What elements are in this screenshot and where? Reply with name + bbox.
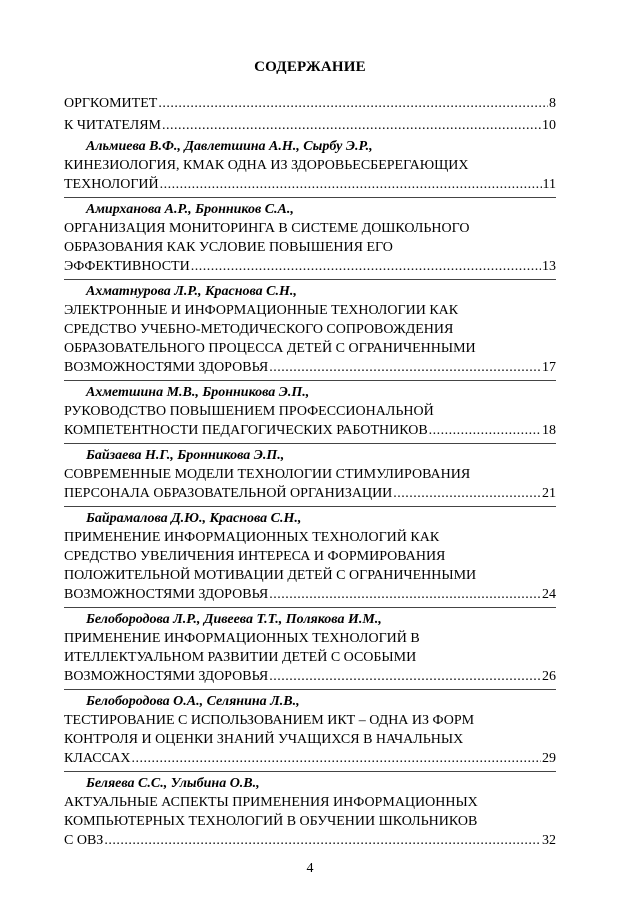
dot-leader xyxy=(393,484,541,503)
dot-leader xyxy=(131,749,541,768)
entry-leader-line xyxy=(64,585,556,604)
entry-page-number: 21 xyxy=(542,486,556,501)
entry-page-number: 29 xyxy=(542,751,556,766)
entry-title-line: ИТЕЛЛЕКТУАЛЬНОМ РАЗВИТИИ ДЕТЕЙ С ОСОБЫМИ xyxy=(64,650,417,665)
toc-entry xyxy=(64,775,556,850)
entry-separator xyxy=(64,771,556,772)
toc-entry xyxy=(64,201,556,276)
entry-page-number: 26 xyxy=(542,669,556,684)
entry-title-line: ПРИМЕНЕНИЕ ИНФОРМАЦИОННЫХ ТЕХНОЛОГИЙ В xyxy=(64,631,420,646)
entry-page-number: 8 xyxy=(549,96,556,111)
entry-page-number: 11 xyxy=(542,177,556,192)
entry-leader-line xyxy=(64,358,556,377)
entry-title xyxy=(64,219,556,257)
toc-heading: СОДЕРЖАНИЕ xyxy=(254,59,366,75)
dot-leader xyxy=(429,421,541,440)
entry-title-last-line: К ЧИТАТЕЛЯМ xyxy=(64,118,161,133)
toc-entry xyxy=(64,611,556,686)
entry-title xyxy=(64,465,556,484)
dot-leader xyxy=(104,831,541,850)
entry-leader-line xyxy=(64,421,556,440)
entry-title-line: ОРГАНИЗАЦИЯ МОНИТОРИНГА В СИСТЕМЕ ДОШКОЛЬНОГО xyxy=(64,221,470,236)
entry-separator xyxy=(64,380,556,381)
toc-entry xyxy=(64,138,556,194)
toc-entry xyxy=(64,94,556,113)
dot-leader xyxy=(269,667,541,686)
entry-separator xyxy=(64,197,556,198)
entry-title-last-line: ЭФФЕКТИВНОСТИ xyxy=(64,259,190,274)
entry-title-line: КОНТРОЛЯ И ОЦЕНКИ ЗНАНИЙ УЧАЩИХСЯ В НАЧАЛЬНЫХ xyxy=(64,732,464,747)
entry-title-last-line: КЛАССАХ xyxy=(64,751,131,766)
entry-title xyxy=(64,793,556,831)
entry-authors: Байрамалова Д.Ю., Краснова С.Н., xyxy=(86,511,302,526)
entry-title-line: КОМПЬЮТЕРНЫХ ТЕХНОЛОГИЙ В ОБУЧЕНИИ ШКОЛЬНИКОВ xyxy=(64,814,478,829)
dot-leader xyxy=(162,116,541,135)
entry-leader-line xyxy=(64,116,556,135)
entry-separator xyxy=(64,443,556,444)
toc-entry xyxy=(64,447,556,503)
dot-leader xyxy=(269,585,541,604)
entry-title xyxy=(64,156,556,175)
entry-authors: Ахметшина М.В., Бронникова Э.П., xyxy=(86,385,310,400)
dot-leader xyxy=(191,257,541,276)
entry-separator xyxy=(64,607,556,608)
entry-title-line: ПОЛОЖИТЕЛЬНОЙ МОТИВАЦИИ ДЕТЕЙ С ОГРАНИЧЕННЫМИ xyxy=(64,568,477,583)
entry-title xyxy=(64,402,556,421)
entry-title-last-line: ВОЗМОЖНОСТЯМИ ЗДОРОВЬЯ xyxy=(64,360,269,375)
entry-leader-line xyxy=(64,667,556,686)
entry-separator xyxy=(64,506,556,507)
entry-title-line: РУКОВОДСТВО ПОВЫШЕНИЕМ ПРОФЕССИОНАЛЬНОЙ xyxy=(64,404,434,419)
toc-entry xyxy=(64,283,556,377)
entry-title xyxy=(64,528,556,585)
entry-title-line: ТЕСТИРОВАНИЕ С ИСПОЛЬЗОВАНИЕМ ИКТ – ОДНА ИЗ ФОРМ xyxy=(64,713,475,728)
dot-leader xyxy=(269,358,541,377)
dot-leader xyxy=(158,94,548,113)
page-number: 4 xyxy=(306,861,314,876)
entry-title xyxy=(64,301,556,358)
entry-authors: Белобородова Л.Р., Дивеева Т.Т., Полякова И.М., xyxy=(86,612,382,627)
entry-separator xyxy=(64,689,556,690)
entry-authors: Байзаева Н.Г., Бронникова Э.П., xyxy=(86,448,285,463)
entry-title-last-line: С ОВЗ xyxy=(64,833,104,848)
entry-authors: Ахматнурова Л.Р., Краснова С.Н., xyxy=(86,284,297,299)
entry-authors: Амирханова А.Р., Бронников С.А., xyxy=(86,202,294,217)
entry-title-line: СРЕДСТВО УВЕЛИЧЕНИЯ ИНТЕРЕСА И ФОРМИРОВАНИЯ xyxy=(64,549,446,564)
entry-title-last-line: КОМПЕТЕНТНОСТИ ПЕДАГОГИЧЕСКИХ РАБОТНИКОВ xyxy=(64,423,428,438)
entry-authors: Беляева С.С., Улыбина О.В., xyxy=(86,776,260,791)
entry-title-last-line: ВОЗМОЖНОСТЯМИ ЗДОРОВЬЯ xyxy=(64,587,269,602)
entry-title-last-line: ВОЗМОЖНОСТЯМИ ЗДОРОВЬЯ xyxy=(64,669,269,684)
entry-separator xyxy=(64,279,556,280)
entry-page-number: 13 xyxy=(542,259,556,274)
entry-page-number: 32 xyxy=(542,833,556,848)
entry-page-number: 17 xyxy=(542,360,556,375)
entry-title-line: СРЕДСТВО УЧЕБНО-МЕТОДИЧЕСКОГО СОПРОВОЖДЕНИЯ xyxy=(64,322,454,337)
entry-leader-line xyxy=(64,749,556,768)
entry-authors: Белобородова О.А., Селянина Л.В., xyxy=(86,694,300,709)
entry-title xyxy=(64,629,556,667)
entry-title-line: ЭЛЕКТРОННЫЕ И ИНФОРМАЦИОННЫЕ ТЕХНОЛОГИИ КАК xyxy=(64,303,459,318)
entry-title-line: КИНЕЗИОЛОГИЯ, КМАК ОДНА ИЗ ЗДОРОВЬЕСБЕРЕГАЮЩИХ xyxy=(64,158,469,173)
entry-title-line: ПРИМЕНЕНИЕ ИНФОРМАЦИОННЫХ ТЕХНОЛОГИЙ КАК xyxy=(64,530,440,545)
entry-title-last-line: ПЕРСОНАЛА ОБРАЗОВАТЕЛЬНОЙ ОРГАНИЗАЦИИ xyxy=(64,486,393,501)
entry-leader-line xyxy=(64,175,556,194)
entry-page-number: 24 xyxy=(542,587,556,602)
entry-title-line: АКТУАЛЬНЫЕ АСПЕКТЫ ПРИМЕНЕНИЯ ИНФОРМАЦИОННЫХ xyxy=(64,795,478,810)
toc-entry xyxy=(64,116,556,135)
toc-entry xyxy=(64,384,556,440)
entry-title-line: СОВРЕМЕННЫЕ МОДЕЛИ ТЕХНОЛОГИИ СТИМУЛИРОВАНИЯ xyxy=(64,467,471,482)
entry-leader-line xyxy=(64,94,556,113)
entry-title xyxy=(64,711,556,749)
entry-title-line: ОБРАЗОВАТЕЛЬНОГО ПРОЦЕССА ДЕТЕЙ С ОГРАНИЧЕННЫМИ xyxy=(64,341,476,356)
entry-authors: Альмиева В.Ф., Давлетшина А.Н., Сырбу Э.Р., xyxy=(86,139,373,154)
entry-leader-line xyxy=(64,257,556,276)
toc-entry xyxy=(64,510,556,604)
entry-title-last-line: ОРГКОМИТЕТ xyxy=(64,96,158,111)
entry-page-number: 18 xyxy=(542,423,556,438)
entry-page-number: 10 xyxy=(542,118,556,133)
entry-title-line: ОБРАЗОВАНИЯ КАК УСЛОВИЕ ПОВЫШЕНИЯ ЕГО xyxy=(64,240,393,255)
dot-leader xyxy=(160,175,542,194)
entry-title-last-line: ТЕХНОЛОГИЙ xyxy=(64,177,159,192)
table-of-contents xyxy=(64,94,556,853)
toc-entry xyxy=(64,693,556,768)
entry-leader-line xyxy=(64,484,556,503)
entry-leader-line xyxy=(64,831,556,850)
